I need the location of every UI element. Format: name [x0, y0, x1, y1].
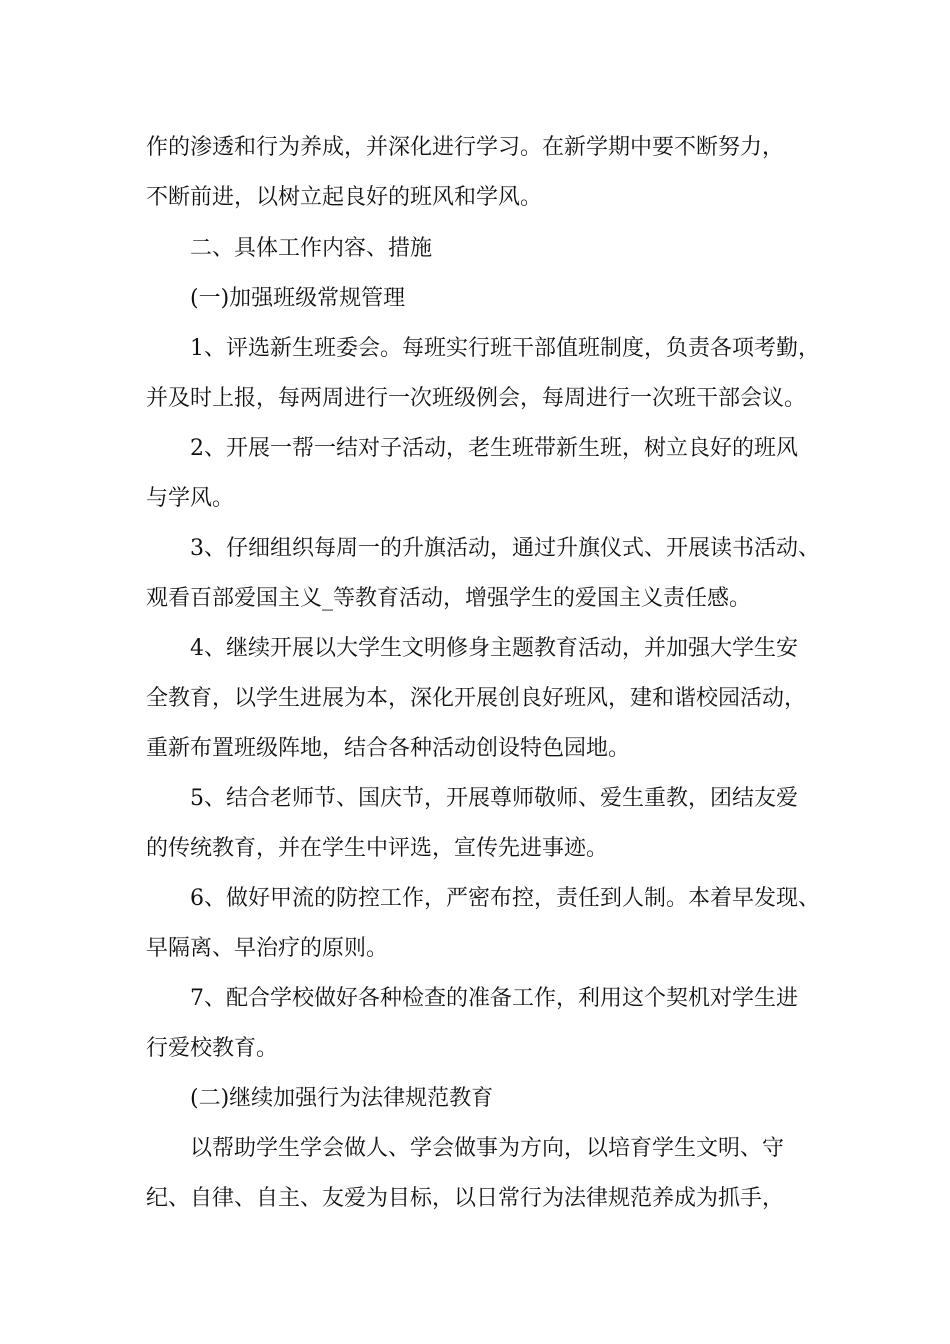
list-item-line: 6、做好甲流的防控工作，严密布控，责任到人制。本着早发现、	[190, 886, 820, 911]
list-item-line: 3、仔细组织每周一的升旗活动，通过升旗仪式、开展读书活动、	[190, 536, 820, 561]
list-item-line: 观看百部爱国主义_等教育活动，增强学生的爱国主义责任感。	[146, 586, 752, 611]
list-item-line: 2、开展一帮一结对子活动，老生班带新生班，树立良好的班风	[190, 436, 798, 461]
list-item-line: 4、继续开展以大学生文明修身主题教育活动，并加强大学生安	[190, 636, 798, 661]
list-item-line: 早隔离、早治疗的原则。	[146, 936, 389, 961]
list-item-line: 7、配合学校做好各种检查的准备工作，利用这个契机对学生进	[190, 986, 798, 1011]
subsection-heading: (二)继续加强行为法律规范教育	[190, 1086, 494, 1111]
list-item-line: 的传统教育，并在学生中评选，宣传先进事迹。	[146, 836, 609, 861]
list-item-line: 1、评选新生班委会。每班实行班干部值班制度，负责各项考勤，	[190, 336, 820, 361]
subsection-heading: (一)加强班级常规管理	[190, 286, 406, 311]
list-item-line: 与学风。	[146, 486, 235, 511]
paragraph-line: 纪、自律、自主、友爱为目标，以日常行为法律规范养成为抓手，	[146, 1186, 785, 1211]
list-item-line: 行爱校教育。	[146, 1036, 279, 1061]
list-item-line: 全教育，以学生进展为本，深化开展创良好班风，建和谐校园活动，	[146, 686, 807, 711]
paragraph-line: 作的渗透和行为养成，并深化进行学习。在新学期中要不断努力，	[146, 135, 785, 160]
list-item-line: 重新布置班级阵地，结合各种活动创设特色园地。	[146, 736, 631, 761]
list-item-line: 并及时上报，每两周进行一次班级例会，每周进行一次班干部会议。	[146, 386, 807, 411]
list-item-line: 5、结合老师节、国庆节，开展尊师敬师、爱生重教，团结友爱	[190, 786, 798, 811]
paragraph-line: 以帮助学生学会做人、学会做事为方向，以培育学生文明、守	[190, 1136, 785, 1161]
paragraph-line: 不断前进，以树立起良好的班风和学风。	[146, 185, 543, 210]
section-heading: 二、具体工作内容、措施	[190, 236, 433, 261]
